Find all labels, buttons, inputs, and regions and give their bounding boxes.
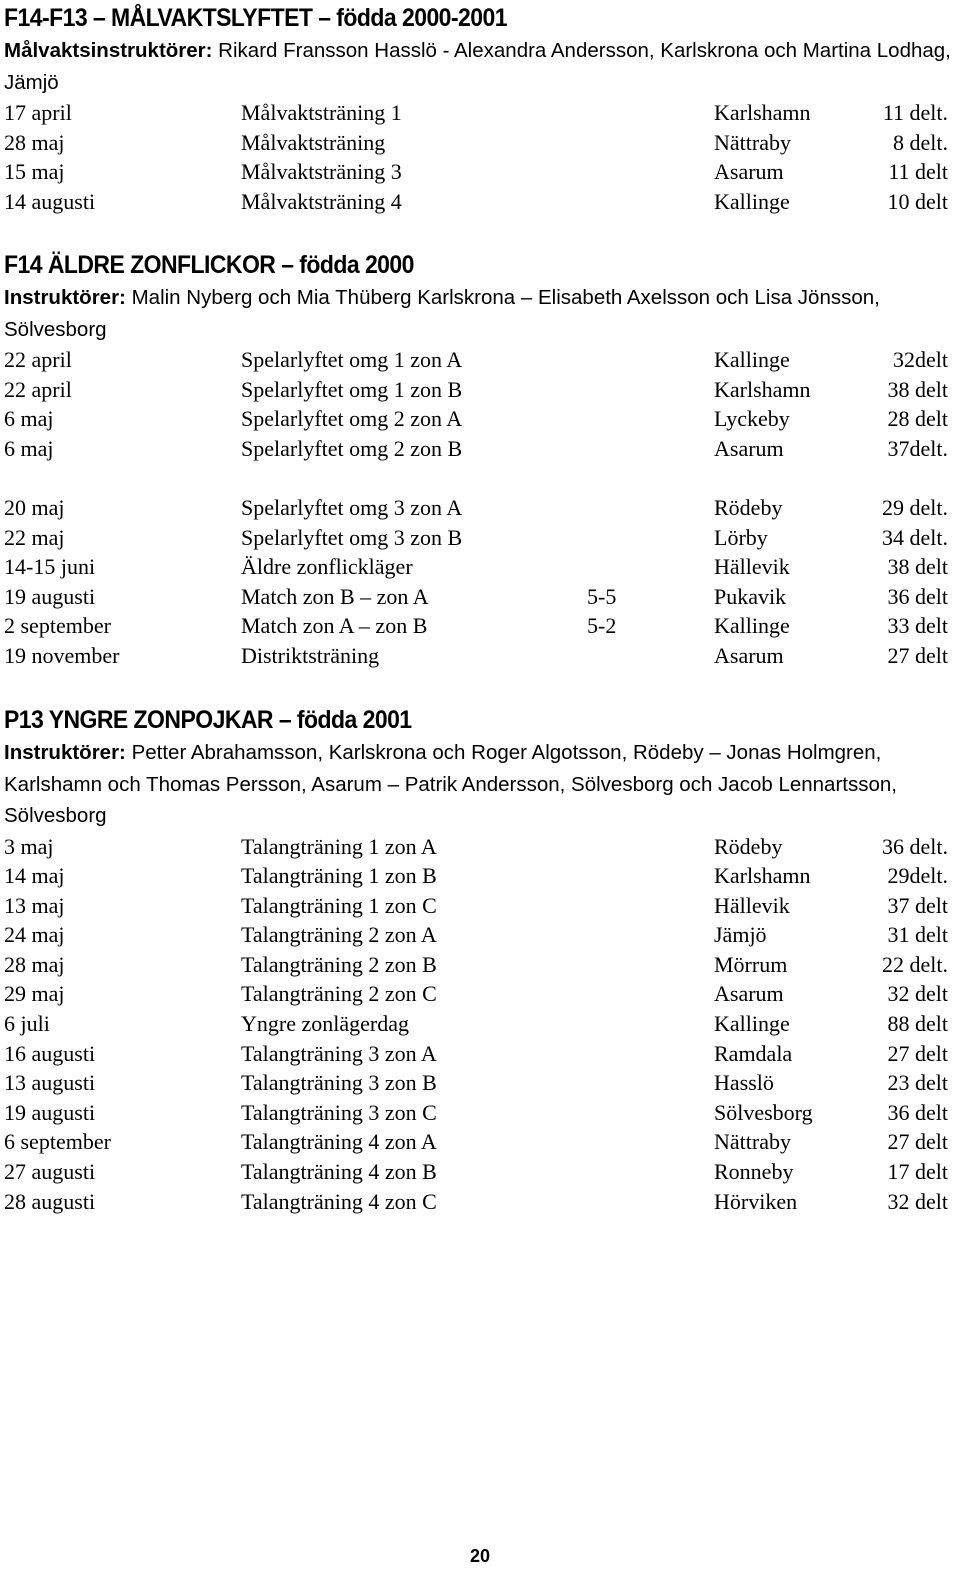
table-row	[4, 523, 956, 553]
table-row	[4, 1098, 956, 1128]
table-row	[4, 128, 956, 158]
table-row	[4, 1068, 956, 1098]
activity-cell: Äldre zonflickläger	[241, 554, 413, 580]
date-cell: 29 maj	[4, 981, 65, 1007]
date-cell: 15 maj	[4, 159, 65, 185]
date-cell: 2 september	[4, 613, 111, 639]
place-cell: Karlshamn	[714, 863, 811, 889]
table-row	[4, 552, 956, 582]
date-cell: 27 augusti	[4, 1159, 96, 1185]
date-cell: 28 maj	[4, 129, 65, 155]
participants-cell: 17 delt	[887, 1159, 948, 1185]
participants-cell: 38 delt	[887, 554, 948, 580]
activity-cell: Talangträning 1 zon C	[241, 892, 437, 918]
page-number: 20	[469, 1546, 491, 1566]
table-row	[4, 98, 956, 128]
activity-cell: Spelarlyftet omg 2 zon B	[241, 435, 463, 461]
place-cell: Rödeby	[714, 833, 783, 859]
place-cell: Hörviken	[714, 1188, 798, 1214]
activity-cell: Yngre zonlägerdag	[241, 1011, 409, 1037]
activity-cell: Talangträning 1 zon A	[241, 833, 437, 859]
date-cell: 6 maj	[4, 435, 54, 461]
section-title: F14 ÄLDRE ZONFLICKOR – födda 2000	[4, 251, 414, 279]
place-cell: Kallinge	[714, 347, 790, 372]
instructors-paragraph	[4, 282, 956, 345]
activity-cell: Talangträning 3 zon C	[241, 1099, 437, 1125]
schedule-table	[4, 832, 956, 1217]
participants-cell: 28 delt	[887, 406, 948, 432]
place-cell: Kallinge	[714, 1011, 790, 1037]
instructors-label: Instruktörer:	[4, 286, 126, 309]
activity-cell: Målvaktsträning 1	[241, 100, 402, 125]
activity-cell: Målvaktsträning 3	[241, 159, 402, 185]
place-cell: Lyckeby	[714, 406, 790, 432]
participants-cell: 27 delt	[887, 1040, 948, 1066]
date-cell: 14 maj	[4, 863, 65, 889]
date-cell: 6 juli	[4, 1011, 50, 1037]
place-cell: Karlshamn	[714, 376, 811, 402]
participants-cell: 27 delt	[887, 1129, 948, 1155]
participants-cell: 32 delt	[887, 1188, 948, 1214]
table-row	[4, 434, 956, 464]
table-row	[4, 1187, 956, 1217]
instructors-names: Rikard Fransson Hasslö - Alexandra Andersson, Karlskrona och Martina Lodhag, Jämjö	[4, 39, 951, 94]
place-cell: Asarum	[714, 435, 784, 461]
participants-cell: 38 delt	[887, 376, 948, 402]
participants-cell: 11 delt	[888, 159, 948, 185]
table-row	[4, 641, 956, 671]
place-cell: Asarum	[714, 981, 784, 1007]
table-row	[4, 1009, 956, 1039]
place-cell: Ramdala	[714, 1040, 793, 1066]
activity-cell: Match zon B – zon A	[241, 583, 429, 609]
instructors-label: Målvaktsinstruktörer:	[4, 39, 213, 62]
activity-cell: Match zon A – zon B	[241, 613, 428, 639]
place-cell: Nättraby	[714, 129, 791, 155]
date-cell: 24 maj	[4, 922, 65, 948]
activity-cell: Spelarlyftet omg 3 zon B	[241, 524, 463, 550]
place-cell: Hällevik	[714, 892, 790, 918]
table-row	[4, 404, 956, 434]
table-row	[4, 832, 956, 862]
table-row	[4, 1127, 956, 1157]
date-cell: 22 april	[4, 376, 72, 402]
table-row	[4, 187, 956, 217]
place-cell: Ronneby	[714, 1159, 794, 1185]
place-cell: Lörby	[714, 524, 768, 550]
activity-cell: Talangträning 4 zon B	[241, 1159, 437, 1185]
activity-cell: Talangträning 4 zon C	[241, 1188, 437, 1214]
date-cell: 6 september	[4, 1129, 111, 1155]
date-cell: 19 november	[4, 642, 120, 668]
participants-cell: 88 delt	[887, 1011, 948, 1037]
section-younger-zone-boys	[4, 705, 956, 1216]
participants-cell: 33 delt	[887, 613, 948, 639]
table-row	[4, 950, 956, 980]
section-older-zone-girls	[4, 250, 956, 671]
participants-cell: 23 delt	[887, 1070, 948, 1096]
table-row	[4, 345, 956, 375]
instructors-label: Instruktörer:	[4, 741, 126, 764]
date-cell: 14 augusti	[4, 188, 96, 214]
date-cell: 17 april	[4, 100, 72, 125]
participants-cell: 27 delt	[887, 642, 948, 668]
activity-cell: Spelarlyftet omg 1 zon B	[241, 376, 463, 402]
place-cell: Hällevik	[714, 554, 790, 580]
instructors-paragraph	[4, 35, 956, 98]
participants-cell: 29delt.	[887, 863, 948, 889]
table-row	[4, 1039, 956, 1069]
date-cell: 20 maj	[4, 494, 65, 520]
table-row	[4, 611, 956, 641]
participants-cell: 34 delt.	[882, 524, 948, 550]
date-cell: 19 augusti	[4, 1099, 96, 1125]
section-title: F14-F13 – MÅLVAKTSLYFTET – födda 2000-2001	[4, 4, 507, 32]
participants-cell: 10 delt	[887, 188, 948, 214]
table-row	[4, 920, 956, 950]
date-cell: 13 maj	[4, 892, 65, 918]
participants-cell: 31 delt	[887, 922, 948, 948]
activity-cell: Talangträning 1 zon B	[241, 863, 437, 889]
result-cell: 5-5	[587, 583, 617, 609]
result-cell: 5-2	[587, 613, 617, 639]
instructors-names: Malin Nyberg och Mia Thüberg Karlskrona – Elisabeth Axelsson och Lisa Jönsson, Sölvesborg	[4, 286, 880, 341]
participants-cell: 32delt	[893, 347, 948, 372]
activity-cell: Talangträning 4 zon A	[241, 1129, 437, 1155]
activity-cell: Spelarlyftet omg 3 zon A	[241, 494, 463, 520]
place-cell: Jämjö	[714, 922, 767, 948]
table-row	[4, 979, 956, 1009]
date-cell: 19 augusti	[4, 583, 96, 609]
date-cell: 3 maj	[4, 833, 54, 859]
activity-cell: Målvaktsträning 4	[241, 188, 402, 214]
row-spacer	[4, 463, 956, 493]
place-cell: Kallinge	[714, 613, 790, 639]
schedule-table	[4, 98, 956, 216]
date-cell: 22 maj	[4, 524, 65, 550]
activity-cell: Målvaktsträning	[241, 129, 386, 155]
table-row	[4, 157, 956, 187]
instructors-paragraph	[4, 737, 956, 832]
activity-cell: Distriktsträning	[241, 642, 380, 668]
participants-cell: 11 delt.	[882, 100, 948, 125]
date-cell: 28 augusti	[4, 1188, 96, 1214]
schedule-table	[4, 345, 956, 671]
date-cell: 14-15 juni	[4, 554, 96, 580]
table-row	[4, 891, 956, 921]
date-cell: 28 maj	[4, 951, 65, 977]
section-goalkeeper	[4, 3, 956, 216]
activity-cell: Talangträning 2 zon A	[241, 922, 437, 948]
participants-cell: 8 delt.	[893, 129, 948, 155]
place-cell: Kallinge	[714, 188, 790, 214]
date-cell: 13 augusti	[4, 1070, 96, 1096]
section-title: P13 YNGRE ZONPOJKAR – födda 2001	[4, 706, 412, 734]
place-cell: Asarum	[714, 159, 784, 185]
table-row	[4, 493, 956, 523]
place-cell: Nättraby	[714, 1129, 791, 1155]
date-cell: 6 maj	[4, 406, 54, 432]
place-cell: Sölvesborg	[714, 1099, 813, 1125]
activity-cell: Talangträning 3 zon B	[241, 1070, 437, 1096]
participants-cell: 29 delt.	[882, 494, 948, 520]
date-cell: 22 april	[4, 347, 72, 372]
activity-cell: Talangträning 2 zon B	[241, 951, 437, 977]
participants-cell: 37 delt	[887, 892, 948, 918]
place-cell: Karlshamn	[714, 100, 811, 125]
place-cell: Rödeby	[714, 494, 783, 520]
place-cell: Pukavik	[714, 583, 787, 609]
place-cell: Asarum	[714, 642, 784, 668]
activity-cell: Spelarlyftet omg 1 zon A	[241, 347, 463, 372]
table-row	[4, 1157, 956, 1187]
participants-cell: 32 delt	[887, 981, 948, 1007]
instructors-names: Petter Abrahamsson, Karlskrona och Roger Algotsson, Rödeby – Jonas Holmgren, Karlshamn och Thomas Persson, Asarum – Patrik Andersson, Sölvesborg och Jacob Lennartsson, Sölvesborg	[4, 741, 897, 827]
activity-cell: Talangträning 2 zon C	[241, 981, 437, 1007]
activity-cell: Talangträning 3 zon A	[241, 1040, 437, 1066]
table-row	[4, 375, 956, 405]
place-cell: Mörrum	[714, 951, 788, 977]
participants-cell: 36 delt	[887, 1099, 948, 1125]
place-cell: Hasslö	[714, 1070, 774, 1096]
date-cell: 16 augusti	[4, 1040, 96, 1066]
table-row	[4, 861, 956, 891]
table-row	[4, 582, 956, 612]
participants-cell: 36 delt.	[882, 833, 948, 859]
participants-cell: 36 delt	[887, 583, 948, 609]
participants-cell: 37delt.	[887, 435, 948, 461]
participants-cell: 22 delt.	[882, 951, 948, 977]
activity-cell: Spelarlyftet omg 2 zon A	[241, 406, 463, 432]
